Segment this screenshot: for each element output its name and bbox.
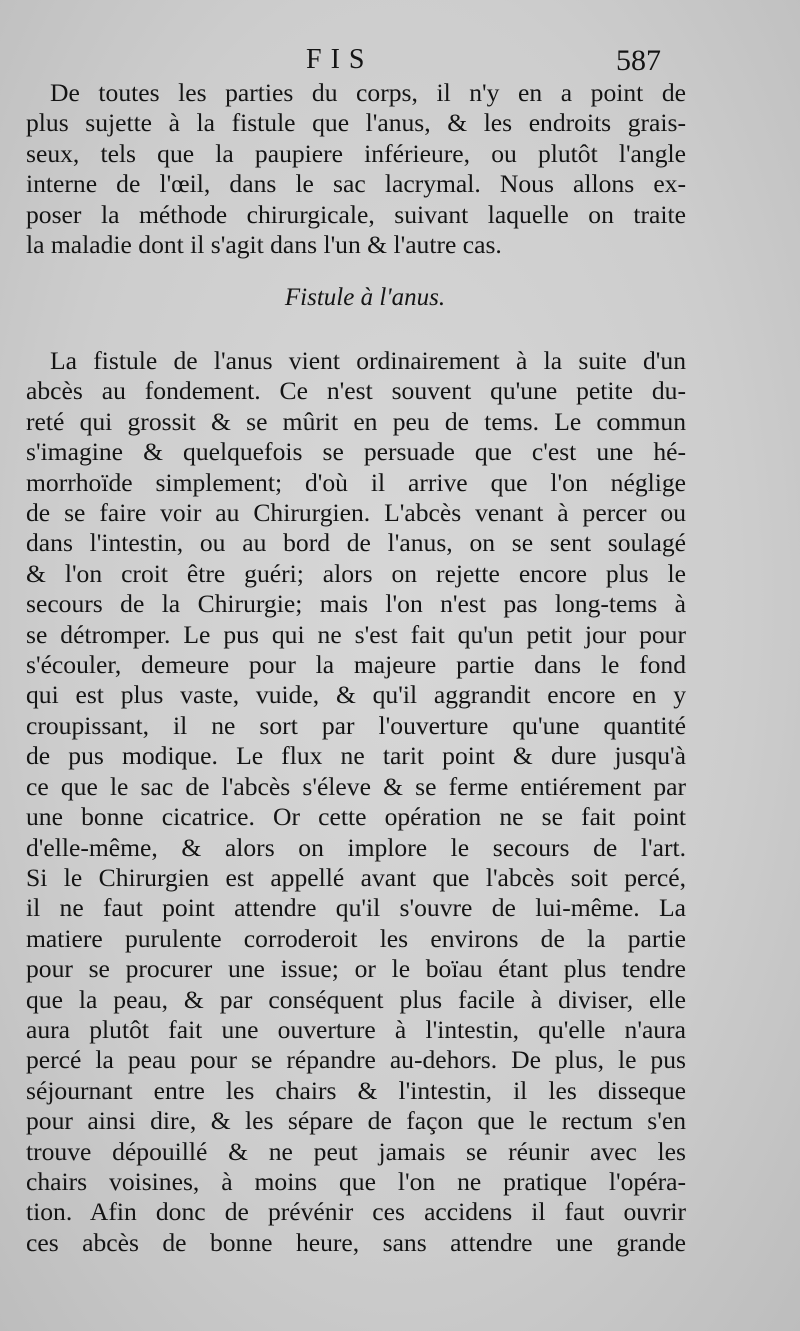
text-line: d'elle-même, & alors on implore le secours de l'art. (26, 832, 686, 862)
text-line: interne de l'œil, dans le sac lacrymal. Nous allons ex- (26, 169, 686, 199)
text-line: une bonne cicatrice. Or cette opération ne se fait point (26, 802, 686, 832)
text-line: secours de la Chirurgie; mais l'on n'est pas long-tems à (26, 589, 686, 619)
text-line: pour ainsi dire, & les sépare de façon que le rectum s'en (26, 1106, 686, 1136)
text-line: percé la peau pour se répandre au-dehors. De plus, le pus (26, 1045, 686, 1075)
running-head (0, 44, 800, 80)
text-line: tion. Afin donc de prévénir ces accidens il faut ouvrir (26, 1197, 686, 1227)
text-line: seux, tels que la paupiere inférieure, ou plutôt l'angle (26, 138, 686, 168)
text-line: que la peau, & par conséquent plus facile à diviser, elle (26, 984, 686, 1014)
text-line: dans l'intestin, ou au bord de l'anus, on se sent soulagé (26, 528, 686, 558)
text-line: se détromper. Le pus qui ne s'est fait qu'un petit jour pour (26, 619, 686, 649)
text-line: de pus modique. Le flux ne tarit point & dure jusqu'à (26, 741, 686, 771)
text-line: La fistule de l'anus vient ordinairement à la suite d'un (50, 346, 686, 375)
text-line: & l'on croit être guéri; alors on rejette encore plus le (26, 558, 686, 588)
text-line: la maladie dont il s'agit dans l'un & l'autre cas. (26, 230, 502, 260)
page-number: 587 (616, 44, 661, 77)
text-line: De toutes les parties du corps, il n'y en a point de (50, 78, 686, 107)
section-heading: Fistule à l'anus. (284, 284, 446, 311)
running-title: FIS (306, 44, 374, 75)
text-line: de se faire voir au Chirurgien. L'abcès venant à percer ou (26, 498, 686, 528)
text-line: qui est plus vaste, vuide, & qu'il aggrandit encore en y (26, 680, 686, 710)
text-line: poser la méthode chirurgicale, suivant laquelle on traite (26, 199, 686, 229)
text-line: abcès au fondement. Ce n'est souvent qu'une petite du- (26, 376, 686, 406)
text-line: reté qui grossit & se mûrit en peu de tems. Le commun (26, 406, 686, 436)
intro-paragraph (26, 78, 686, 260)
text-line: pour se procurer une issue; or le boïau étant plus tendre (26, 954, 686, 984)
text-line: Si le Chirurgien est appellé avant que l'abcès soit percé, (26, 862, 686, 892)
text-line: ces abcès de bonne heure, sans attendre une grande (26, 1227, 686, 1257)
text-line: aura plutôt fait une ouverture à l'intestin, qu'elle n'aura (26, 1014, 686, 1044)
body-paragraph (26, 346, 686, 1258)
text-line: il ne faut point attendre qu'il s'ouvre de lui-même. La (26, 893, 686, 923)
text-line: morrhoïde simplement; d'où il arrive que l'on néglige (26, 467, 686, 497)
text-line: s'imagine & quelquefois se persuade que c'est une hé- (26, 437, 686, 467)
text-line: plus sujette à la fistule que l'anus, & les endroits grais- (26, 108, 686, 138)
text-line: ce que le sac de l'abcès s'éleve & se ferme entiérement par (26, 771, 686, 801)
text-line: s'écouler, demeure pour la majeure partie dans le fond (26, 650, 686, 680)
text-line: trouve dépouillé & ne peut jamais se réunir avec les (26, 1136, 686, 1166)
text-line: croupissant, il ne sort par l'ouverture qu'une quantité (26, 710, 686, 740)
text-line: séjournant entre les chairs & l'intestin, il les disseque (26, 1075, 686, 1105)
text-line: chairs voisines, à moins que l'on ne pratique l'opéra- (26, 1166, 686, 1196)
text-line: matiere purulente corroderoit les environs de la partie (26, 923, 686, 953)
